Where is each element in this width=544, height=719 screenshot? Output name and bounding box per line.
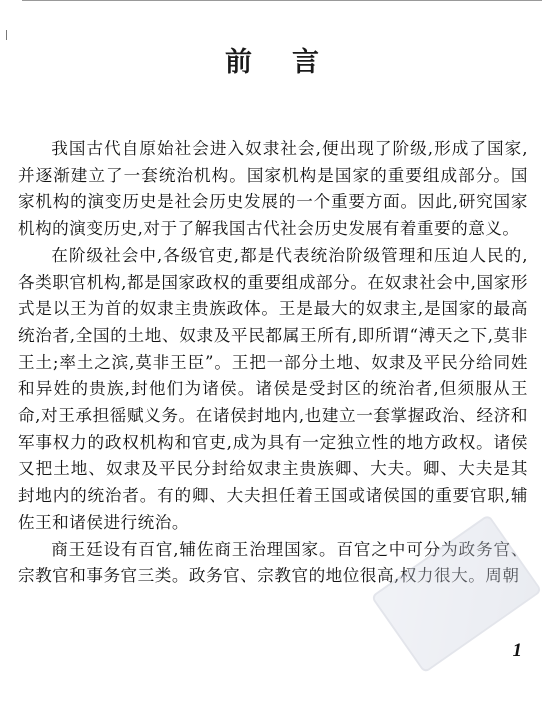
page-number: 1 bbox=[512, 640, 522, 661]
page-top-border bbox=[22, 0, 542, 1]
page-title: 前言 bbox=[225, 47, 359, 78]
binding-mark bbox=[6, 30, 13, 40]
paragraph-2: 在阶级社会中,各级官吏,都是代表统治阶级管理和压迫人民的,各类职官机构,都是国家政权的重要组成部分。在奴隶社会中,国家形式是以王为首的奴隶主贵族政体。王是最大的奴隶主,是国家的最高统治者,全国的土地、奴隶及平民都属王所有,即所谓“溥天之下,莫非王土;率土之滨,莫非王臣”。王把一部分土地、奴隶及平民分给同姓和异姓的贵族,封他们为诸侯。诸侯是受封区的统治者,但须服从王命,对王承担徭赋义务。在诸侯封地内,也建立一套掌握政治、经济和军事权力的政权机构和官吏,成为具有一定独立性的地方政权。诸侯又把土地、奴隶及平民分封给奴隶主贵族卿、大夫。卿、大夫是其封地内的统治者。有的卿、大夫担任着王国或诸侯国的重要官职,辅佐王和诸侯进行统治。 bbox=[18, 245, 528, 532]
body-text bbox=[18, 136, 528, 590]
paragraph-1: 我国古代自原始社会进入奴隶社会,便出现了阶级,形成了国家,并逐渐建立了一套统治机构。国家机构是国家的重要组成部分。国家机构的演变历史是社会历史发展的一个重要方面。因此,研究国家机构的演变历史,对于了解我国古代社会历史发展有着重要的意义。 bbox=[18, 139, 528, 239]
paragraph-3: 商王廷设有百官,辅佐商王治理国家。百官之中可分为政务官、宗教官和事务官三类。政务官、宗教官的地位很高,权力很大。周朝 bbox=[18, 539, 528, 586]
